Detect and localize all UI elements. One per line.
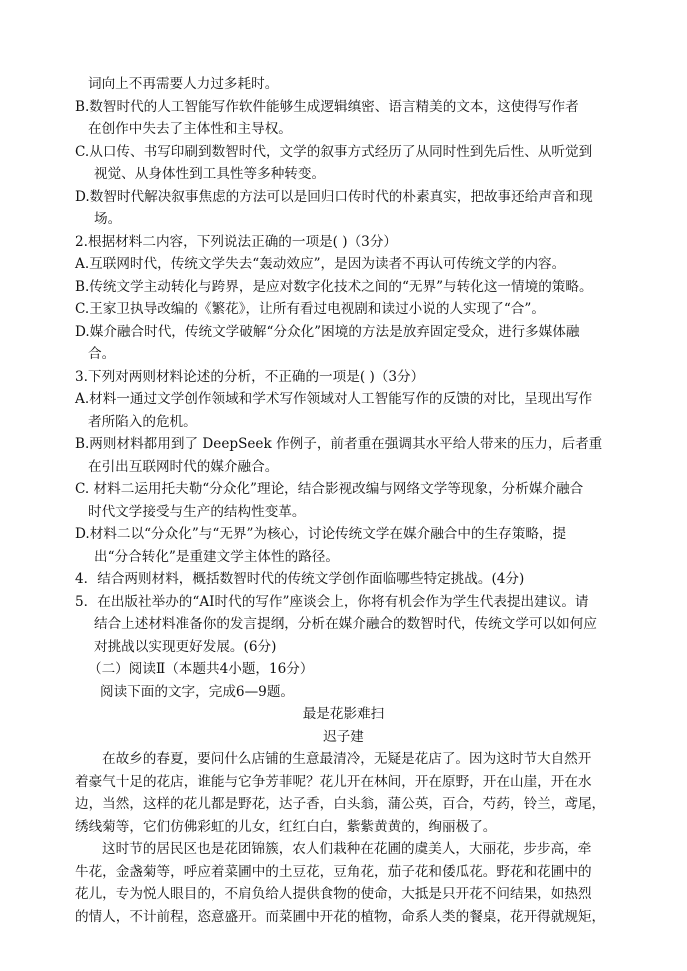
text-line: A.互联网时代，传统文学失去“轰动效应”，是因为读者不再认可传统文学的内容。 [75,256,566,272]
text-line: 在创作中失去了主体性和主导权。 [88,121,292,137]
paragraph-line: 这时节的居民区也是花团锦簇，农人们栽种在花圃的虞美人，大丽花，步步高，牵 [102,841,592,857]
text-line: D.数智时代解决叙事焦虑的方法可以是回归口传时代的朴素真实，把故事还给声音和现 [75,189,593,205]
text-line: 对挑战以实现更好发展。(6分) [94,639,277,655]
paragraph-line: 着豪气十足的花店，谁能与它争芳菲呢？花儿开在林间，开在原野，开在山崖，开在水 [75,774,592,790]
text-line: 在引出互联网时代的媒介融合。 [88,459,279,475]
text-line: 出“分合转化”是重建文学主体性的路径。 [94,549,339,565]
instruction-line: 阅读下面的文字，完成6—9题。 [100,684,295,700]
text-line: C. 材料二运用托夫勒“分众化”理论，结合影视改编与网络文学等现象，分析媒介融合 [75,481,584,497]
text-line: 者所陷入的危机。 [88,414,197,430]
paragraph-line: 在故乡的春夏，要问什么店铺的生意最清冷，无疑是花店了。因为这时节大自然开 [102,751,592,767]
question-heading: 3.下列对两则材料论述的分析，不正确的一项是( )（3分） [75,369,425,385]
text-line: 视觉、从身体性到工具性等多种转变。 [94,166,326,182]
text-line: 词向上不再需要人力过多耗时。 [88,76,279,92]
question-heading: 2.根据材料二内容，下列说法正确的一项是( )（3分） [75,234,398,250]
text-line: B.两则材料都用到了 DeepSeek 作例子，前者重在强调其水平给人带来的压力，后者重 [75,436,603,452]
paragraph-line: 的情人，不计前程，恣意盛开。而菜圃中开花的植物，命系人类的餐桌，花开得就规矩， [75,909,606,925]
text-line: B.数智时代的人工智能写作软件能够生成逻辑缜密、语言精美的文本，这使得写作者 [75,99,579,115]
paragraph-line: 花儿，专为悦人眼目的，不肩负给人提供食物的使命，大抵是只开花不问结果，如热烈 [75,886,592,902]
paragraph-line: 绣线菊等，它们仿佛彩虹的儿女，红红白白，紫紫黄黄的，绚丽极了。 [75,819,497,835]
section-heading: （二）阅读Ⅱ（本题共4小题，16分） [88,661,314,677]
paragraph-line: 牛花，金盏菊等，呼应着菜圃中的土豆花，豆角花，茄子花和倭瓜花。野花和花圃中的 [75,864,592,880]
text-line: C.从口传、书写印刷到数智时代，文学的叙事方式经历了从同时性到先后性、从听觉到 [75,144,593,160]
text-line: B.传统文学主动转化与跨界，是应对数字化技术之间的“无界”与转化这一情境的策略。 [75,279,593,295]
text-line: A.材料一通过文学创作领域和学术写作领域对人工智能写作的反馈的对比，呈现出写作 [75,391,593,407]
article-title: 最是花影难扫 [302,706,385,722]
text-line: 合。 [88,346,116,362]
question-heading: 4．结合两则材料，概括数智时代的传统文学创作面临哪些特定挑战。(4分) [75,571,525,587]
article-author: 迟子建 [323,729,364,745]
text-line: 时代文学接受与生产的结构性变革。 [88,504,306,520]
text-line: C.王家卫执导改编的《繁花》，让所有看过电视剧和读过小说的人实现了“合”。 [75,301,545,317]
text-line: D.媒介融合时代，传统文学破解“分众化”困境的方法是放弃固定受众，进行多媒体融 [75,324,580,340]
text-line: 场。 [94,211,122,227]
question-heading: 5．在出版社举办的“AI时代的写作”座谈会上，你将有机会作为学生代表提出建议。请 [75,594,589,610]
paragraph-line: 边，当然，这样的花儿都是野花，达子香，白头翁，蒲公英，百合，芍药，铃兰，鸢尾， [75,796,606,812]
text-line: 结合上述材料准备你的发言提纲，分析在媒介融合的数智时代，传统文学可以如何应 [94,616,597,632]
text-line: D.材料二以“分众化”与“无界”为核心，讨论传统文学在媒介融合中的生存策略，提 [75,526,567,542]
